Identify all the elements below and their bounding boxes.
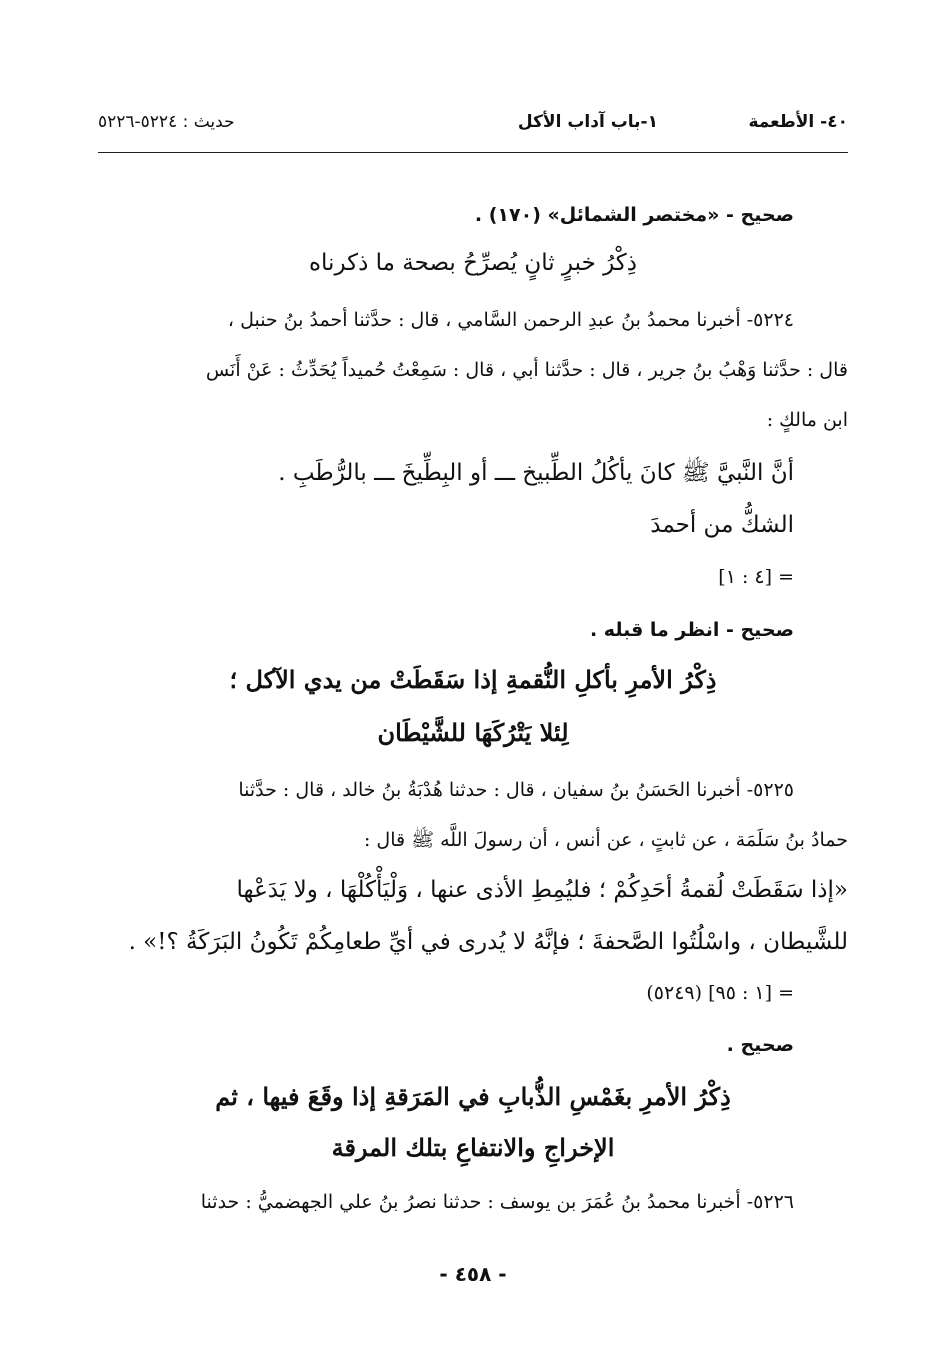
hadith-text-line: ٥٢٢٥- أخبرنا الحَسَنُ بنُ سفيان ، قال : حدثنا هُدْبَةُ بنُ خالد ، قال : حدَّثنا <box>238 779 794 801</box>
hadith-text-line: ابن مالكٍ : <box>766 409 848 431</box>
header-section: ١-باب آداب الأكل <box>517 112 658 132</box>
reference-line: = [٤ : ١] <box>718 566 794 588</box>
header-hadith-range: حديث : ٥٢٢٤-٥٢٢٦ <box>98 112 235 132</box>
page-number: - ٤٥٨ - <box>439 1262 507 1286</box>
hadith-text-line: ٥٢٢٤- أخبرنا محمدُ بنُ عبدِ الرحمن السَّامي ، قال : حدَّثنا أحمدُ بنُ حنبل ، <box>227 309 794 331</box>
hadith-matn-line: أنَّ النَّبيَّ ﷺ كانَ يأكُلُ الطِّبيخ ـــ أو البِطِّيخَ ـــ بالرُّطَبِ . <box>278 460 794 486</box>
section-heading: لِئلا يَتْرُكَهَا للشَّيْطَان <box>377 718 569 747</box>
hadith-text-line: ٥٢٢٦- أخبرنا محمدُ بنُ عُمَرَ بن يوسف : حدثنا نصرُ بنُ علي الجهضميُّ : حدثنا <box>200 1191 794 1213</box>
grading-line: صحيح - «مختصر الشمائل» (١٧٠) . <box>474 204 794 226</box>
grading-line: صحيح - انظر ما قبله . <box>589 619 794 641</box>
header-chapter: ٤٠- الأطعمة <box>748 112 848 132</box>
section-heading: ذِكْرُ الأمرِ بغَمْسِ الذُّبابِ في المَرَقةِ إذا وقَعَ فيها ، ثم <box>215 1082 731 1111</box>
running-header <box>98 112 848 142</box>
grading-line: صحيح . <box>726 1034 794 1056</box>
hadith-text-line: قال : حدَّثنا وَهْبُ بنُ جرير ، قال : حدَّثنا أبي ، قال : سَمِعْتُ حُميداً يُحَدِّثُ : عَنْ أَنَس <box>205 359 848 381</box>
section-heading: ذِكْرُ خبرٍ ثانٍ يُصرِّحُ بصحة ما ذكرناه <box>309 250 637 276</box>
hadith-matn-line: «إذا سَقَطَتْ لُقمةُ أحَدِكُمْ ؛ فليُمِطِ الأذى عنها ، وَلْيَأْكُلْهَا ، ولا يَدَعْها <box>236 877 848 903</box>
section-heading: ذِكْرُ الأمرِ بأكلِ النُّقمةِ إذا سَقَطَتْ من يدي الآكل ؛ <box>229 665 717 694</box>
reference-line: = [١ : ٩٥] (٥٢٤٩) <box>646 982 794 1004</box>
hadith-note-line: الشكُّ من أحمدَ <box>650 512 794 538</box>
header-rule <box>98 152 848 153</box>
hadith-matn-line: للشَّيطان ، واسْلُتُوا الصَّحفةَ ؛ فإنَّهُ لا يُدرى في أيِّ طعامِكُمْ تَكُونُ البَرَكَةُ ؟!» . <box>128 929 848 955</box>
section-heading: الإخراجِ والانتفاعِ بتلك المرقة <box>331 1133 615 1162</box>
hadith-text-line: حمادُ بنُ سَلَمَة ، عن ثابتٍ ، عن أنس ، أن رسولَ اللَّه ﷺ قال : <box>363 829 848 851</box>
